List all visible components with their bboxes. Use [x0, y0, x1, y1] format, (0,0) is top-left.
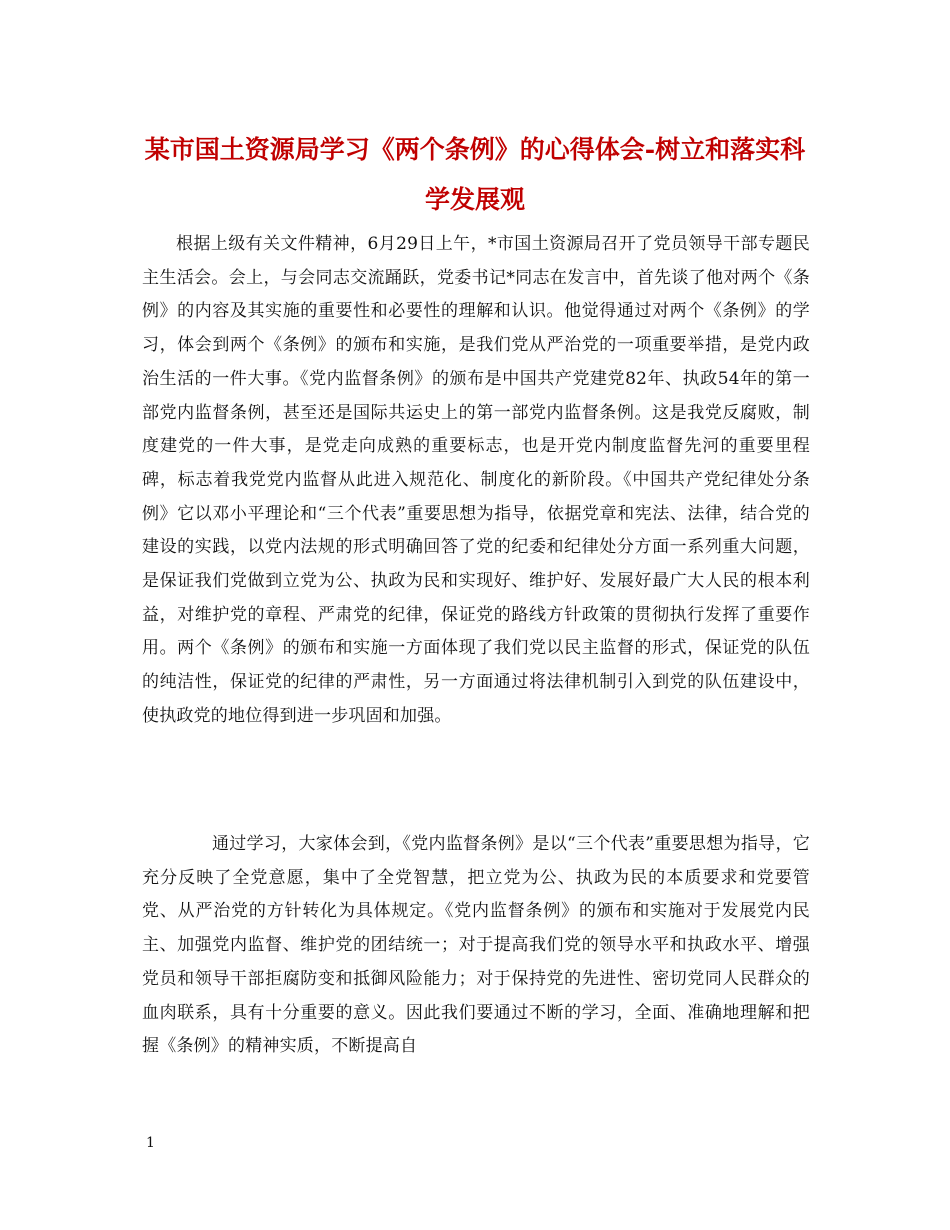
body-paragraph-1: 根据上级有关文件精神，6月29日上午，*市国土资源局召开了党员领导干部专题民主生活会。会上，与会同志交流踊跃，党委书记*同志在发言中，首先谈了他对两个《条例》的内容及其实施的重要性和必要性的理解和认识。他觉得通过对两个《条例》的学习，体会到两个《条例》的颁布和实施，是我们党从严治党的一项重要举措，是党内政治生活的一件大事。《党内监督条例》的颁布是中国共产党建党82年、执政54年的第一部党内监督条例，甚至还是国际共运史上的第一部党内监督条例。这是我党反腐败，制度建党的一件大事，是党走向成熟的重要标志，也是开党内制度监督先河的重要里程碑，标志着我党党内监督从此进入规范化、制度化的新阶段。《中国共产党纪律处分条例》它以邓小平理论和“三个代表”重要思想为指导，依据党章和宪法、法律，结合党的建设的实践，以党内法规的形式明确回答了党的纪委和纪律处分方面一系列重大问题，是保证我们党做到立党为公、执政为民和实现好、维护好、发展好最广大人民的根本利益，对维护党的章程、严肃党的纪律，保证党的路线方针政策的贯彻执行发挥了重要作用。两个《条例》的颁布和实施一方面体现了我们党以民主监督的形式，保证党的队伍的纯洁性，保证党的纪律的严肃性，另一方面通过将法律机制引入到党的队伍建设中，使执政党的地位得到进一步巩固和加强。 [142, 234, 810, 726]
body-paragraph-2: 通过学习，大家体会到，《党内监督条例》是以“三个代表”重要思想为指导，它充分反映了全党意愿，集中了全党智慧，把立党为公、执政为民的本质要求和党要管党、从严治党的方针转化为具体规定。《党内监督条例》的颁布和实施对于发展党内民主、加强党内监督、维护党的团结统一；对于提高我们党的领导水平和执政水平、增强党员和领导干部拒腐防变和抵御风险能力；对于保持党的先进性、密切党同人民群众的血肉联系，具有十分重要的意义。因此我们要通过不断的学习，全面、准确地理解和把握《条例》的精神实质，不断提高自 [142, 834, 810, 1057]
page-number: 1 [146, 1135, 155, 1151]
document-title-line-1: 某市国土资源局学习《两个条例》的心得体会-树立和落实科 [144, 135, 806, 164]
document-title-line-2: 学发展观 [424, 185, 525, 214]
